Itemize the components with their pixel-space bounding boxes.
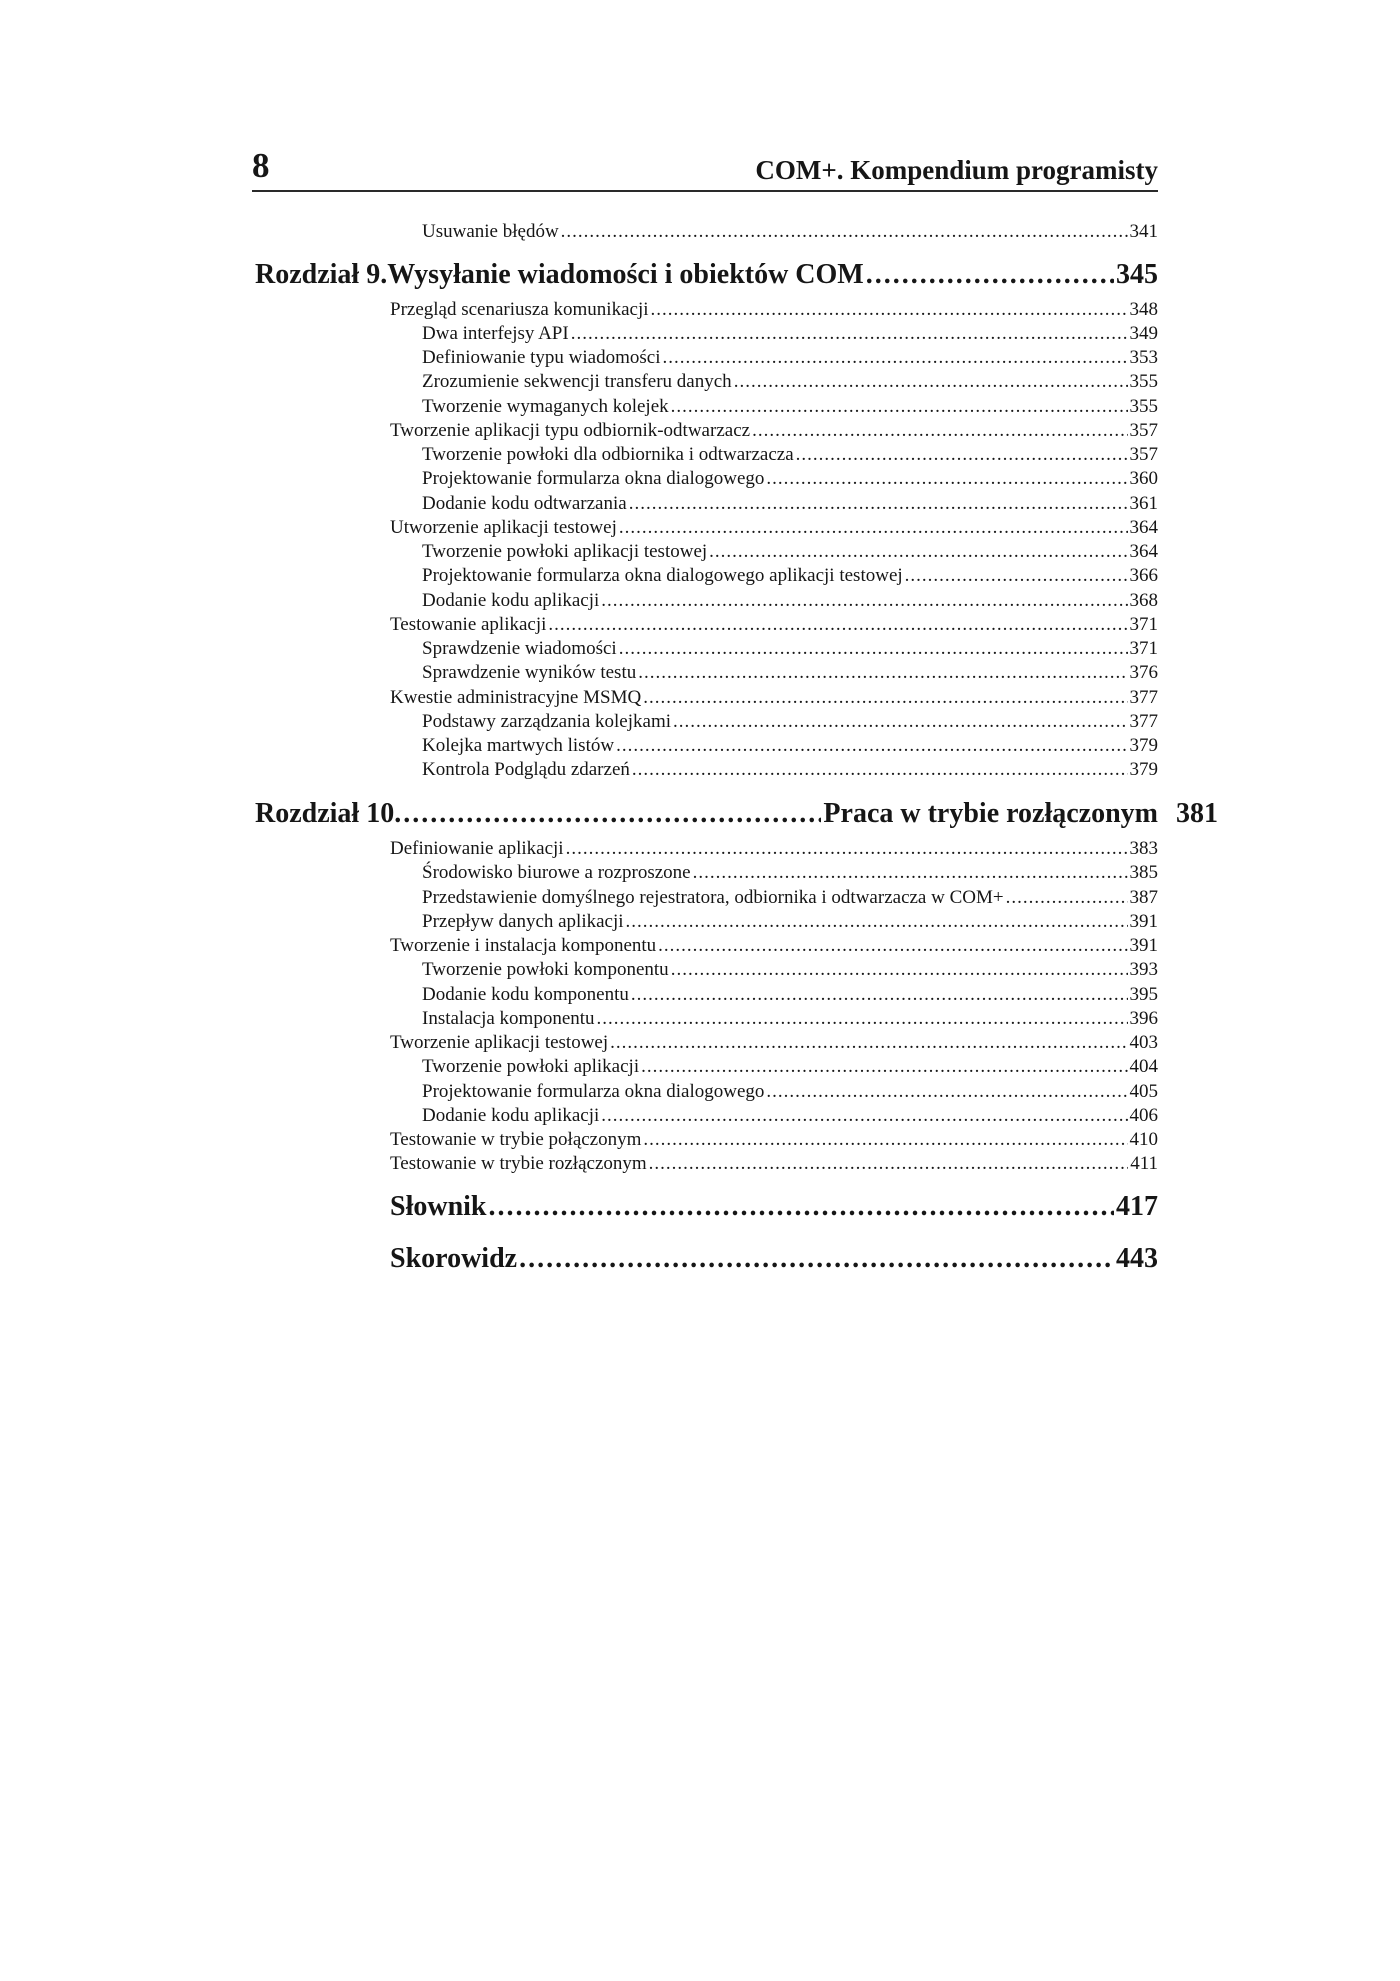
leader-dots: [489, 1190, 1115, 1224]
toc-entry-title: Dwa interfejsy API: [422, 323, 569, 344]
toc-entry[interactable]: [422, 540, 1158, 564]
toc-entry-title: Sprawdzenie wiadomości: [422, 638, 617, 659]
toc-entry[interactable]: [390, 298, 1158, 322]
toc-entry[interactable]: [422, 589, 1158, 613]
toc-entry-page: 379: [1129, 759, 1158, 780]
toc-entry-page: 395: [1129, 984, 1158, 1005]
toc-entry-title: Testowanie w trybie rozłączonym: [390, 1153, 647, 1174]
toc-entry-page: 355: [1129, 371, 1158, 392]
toc-entry-title: Tworzenie aplikacji testowej: [390, 1032, 609, 1053]
leader-dots: [663, 346, 1128, 370]
chapter-heading[interactable]: [255, 258, 1158, 292]
toc-entry[interactable]: [422, 467, 1158, 491]
toc-entry-title: Przegląd scenariusza komunikacji: [390, 299, 649, 320]
leader-dots: [610, 1031, 1127, 1055]
toc-entry-page: 391: [1129, 935, 1158, 956]
toc-entry-page: 403: [1129, 1032, 1158, 1053]
toc-entry-page: 405: [1129, 1081, 1158, 1102]
leader-dots: [673, 710, 1127, 734]
chapter-page: 345: [1116, 259, 1158, 290]
book-title: COM+. Kompendium programisty: [755, 155, 1158, 185]
toc-entry-title: Sprawdzenie wyników testu: [422, 662, 637, 683]
chapter-title: Wysyłanie wiadomości i obiektów COM: [387, 259, 864, 290]
chapter-page: 381: [1176, 798, 1218, 829]
leader-dots: [709, 540, 1127, 564]
chapter-label: Rozdział 10.: [255, 798, 402, 829]
chapter-heading[interactable]: [255, 797, 1158, 831]
toc-entry-title: Testowanie aplikacji: [390, 614, 547, 635]
toc-entry-page: 377: [1129, 687, 1158, 708]
toc-entry[interactable]: [422, 395, 1158, 419]
toc-entry[interactable]: [390, 686, 1158, 710]
toc-entry-page: 404: [1129, 1056, 1158, 1077]
leader-dots: [641, 1055, 1127, 1079]
toc-entry-title: Zrozumienie sekwencji transferu danych: [422, 371, 732, 392]
leader-dots: [631, 983, 1128, 1007]
toc-entry-page: 366: [1129, 565, 1158, 586]
leader-dots: [866, 258, 1114, 292]
toc-entry-page: 341: [1129, 221, 1158, 242]
toc-entry[interactable]: [422, 661, 1158, 685]
leader-dots: [601, 1104, 1127, 1128]
toc-entry-page: 376: [1129, 662, 1158, 683]
leader-dots: [734, 370, 1128, 394]
page-number: 8: [252, 146, 270, 185]
toc-entry-page: 411: [1130, 1153, 1158, 1174]
index-heading[interactable]: [390, 1242, 1158, 1276]
toc-entry-page: 396: [1129, 1008, 1158, 1029]
toc-entry[interactable]: [422, 758, 1158, 782]
leader-dots: [519, 1242, 1114, 1276]
toc-entry[interactable]: [422, 322, 1158, 346]
toc-entry-page: 393: [1129, 959, 1158, 980]
toc-entry-page: 357: [1129, 420, 1158, 441]
toc-entry-title: Utworzenie aplikacji testowej: [390, 517, 617, 538]
toc-entry-page: 368: [1129, 590, 1158, 611]
toc-entry-page: 410: [1129, 1129, 1158, 1150]
chapter-label: Rozdział 9.: [255, 259, 388, 290]
toc-entry-page: 383: [1129, 838, 1158, 859]
toc-entry[interactable]: [422, 886, 1158, 910]
toc-entry[interactable]: [422, 734, 1158, 758]
leader-dots: [561, 220, 1128, 244]
toc-entry-title: Projektowanie formularza okna dialogowego: [422, 1081, 765, 1102]
toc-entry[interactable]: [422, 443, 1158, 467]
toc-entry-page: 379: [1129, 735, 1158, 756]
toc-entry[interactable]: [422, 1055, 1158, 1079]
toc-entry-title: Tworzenie powłoki aplikacji testowej: [422, 541, 708, 562]
leader-dots: [403, 797, 821, 831]
toc-entry[interactable]: [390, 837, 1158, 861]
toc-entry-page: 364: [1129, 541, 1158, 562]
leader-dots: [632, 758, 1128, 782]
toc-entry-title: Tworzenie powłoki dla odbiornika i odtwarzacza: [422, 444, 794, 465]
toc-entry[interactable]: [390, 1031, 1158, 1055]
toc-entry-page: 385: [1129, 862, 1158, 883]
toc-entry-title: Usuwanie błędów: [422, 221, 559, 242]
toc-entry[interactable]: [390, 613, 1158, 637]
leader-dots: [643, 686, 1127, 710]
leader-dots: [671, 958, 1128, 982]
toc-entry[interactable]: [422, 910, 1158, 934]
toc-entry[interactable]: [422, 710, 1158, 734]
toc-entry-title: Tworzenie wymaganych kolejek: [422, 396, 669, 417]
glossary-title: Słownik: [390, 1191, 487, 1222]
leader-dots: [671, 395, 1128, 419]
toc-entry[interactable]: [422, 958, 1158, 982]
leader-dots: [658, 934, 1127, 958]
toc-entry-title: Tworzenie powłoki komponentu: [422, 959, 669, 980]
chapter-title: Praca w trybie rozłączonym: [823, 798, 1158, 829]
leader-dots: [752, 419, 1127, 443]
leader-dots: [571, 322, 1128, 346]
leader-dots: [629, 492, 1128, 516]
toc-entry[interactable]: [422, 1080, 1158, 1104]
leader-dots: [597, 1007, 1128, 1031]
leader-dots: [616, 734, 1127, 758]
toc-entry-page: 391: [1129, 911, 1158, 932]
toc-entry[interactable]: [390, 1152, 1158, 1176]
toc-entry-page: 361: [1129, 493, 1158, 514]
toc-entry[interactable]: [422, 1007, 1158, 1031]
toc-entry-page: 371: [1129, 614, 1158, 635]
toc-entry[interactable]: [422, 220, 1158, 244]
toc-entry[interactable]: [390, 516, 1158, 540]
toc-entry-title: Kolejka martwych listów: [422, 735, 615, 756]
leader-dots: [619, 637, 1128, 661]
toc-entry-page: 360: [1129, 468, 1158, 489]
toc-entry-title: Dodanie kodu aplikacji: [422, 590, 600, 611]
toc-entry-title: Instalacja komponentu: [422, 1008, 595, 1029]
toc-entry-page: 353: [1129, 347, 1158, 368]
glossary-heading[interactable]: [390, 1190, 1158, 1224]
toc-entry[interactable]: [422, 637, 1158, 661]
toc-entry-title: Projektowanie formularza okna dialogowego: [422, 468, 765, 489]
toc-entry[interactable]: [422, 861, 1158, 885]
toc-entry-page: 371: [1129, 638, 1158, 659]
leader-dots: [643, 1128, 1127, 1152]
toc-entry[interactable]: [422, 492, 1158, 516]
index-page: 443: [1116, 1243, 1158, 1274]
leader-dots: [766, 467, 1127, 491]
toc-entry-page: 355: [1129, 396, 1158, 417]
toc-entry[interactable]: [422, 370, 1158, 394]
toc-entry-title: Podstawy zarządzania kolejkami: [422, 711, 672, 732]
toc-entry-page: 377: [1129, 711, 1158, 732]
toc-entry-page: 387: [1129, 887, 1158, 908]
toc-entry-page: 406: [1129, 1105, 1158, 1126]
toc-entry-title: Tworzenie powłoki aplikacji: [422, 1056, 640, 1077]
leader-dots: [651, 298, 1128, 322]
glossary-page: 417: [1116, 1191, 1158, 1222]
leader-dots: [649, 1152, 1129, 1176]
toc-entry-page: 348: [1129, 299, 1158, 320]
toc-entry[interactable]: [422, 564, 1158, 588]
index-title: Skorowidz: [390, 1243, 518, 1274]
toc-entry-title: Kwestie administracyjne MSMQ: [390, 687, 642, 708]
toc-entry[interactable]: [422, 1104, 1158, 1128]
toc-entry-title: Przepływ danych aplikacji: [422, 911, 624, 932]
leader-dots: [905, 564, 1128, 588]
toc-entry-page: 364: [1129, 517, 1158, 538]
toc-entry-title: Projektowanie formularza okna dialogowego aplikacji testowej: [422, 565, 903, 586]
toc-entry-title: Definiowanie typu wiadomości: [422, 347, 661, 368]
toc-entry-title: Tworzenie i instalacja komponentu: [390, 935, 657, 956]
toc-entry-page: 357: [1129, 444, 1158, 465]
toc-entry[interactable]: [422, 346, 1158, 370]
leader-dots: [626, 910, 1128, 934]
leader-dots: [548, 613, 1127, 637]
toc-entry-title: Kontrola Podglądu zdarzeń: [422, 759, 630, 780]
leader-dots: [1006, 886, 1128, 910]
leader-dots: [638, 661, 1127, 685]
leader-dots: [693, 861, 1128, 885]
leader-dots: [796, 443, 1128, 467]
leader-dots: [566, 837, 1128, 861]
toc-entry-title: Środowisko biurowe a rozproszone: [422, 862, 691, 883]
toc-entry[interactable]: [390, 934, 1158, 958]
toc-entry-title: Dodanie kodu aplikacji: [422, 1105, 600, 1126]
leader-dots: [619, 516, 1128, 540]
toc-entry[interactable]: [422, 983, 1158, 1007]
toc-entry[interactable]: [390, 1128, 1158, 1152]
toc-entry-title: Dodanie kodu odtwarzania: [422, 493, 627, 514]
toc-entry-title: Definiowanie aplikacji: [390, 838, 564, 859]
toc-entry[interactable]: [390, 419, 1158, 443]
toc-entry-title: Tworzenie aplikacji typu odbiornik-odtwarzacz: [390, 420, 751, 441]
toc-entry-title: Przedstawienie domyślnego rejestratora, odbiornika i odtwarzacza w COM+: [422, 887, 1004, 908]
leader-dots: [766, 1080, 1127, 1104]
toc-entry-title: Dodanie kodu komponentu: [422, 984, 629, 1005]
leader-dots: [601, 589, 1127, 613]
toc-entry-title: Testowanie w trybie połączonym: [390, 1129, 642, 1150]
toc-entry-page: 349: [1129, 323, 1158, 344]
